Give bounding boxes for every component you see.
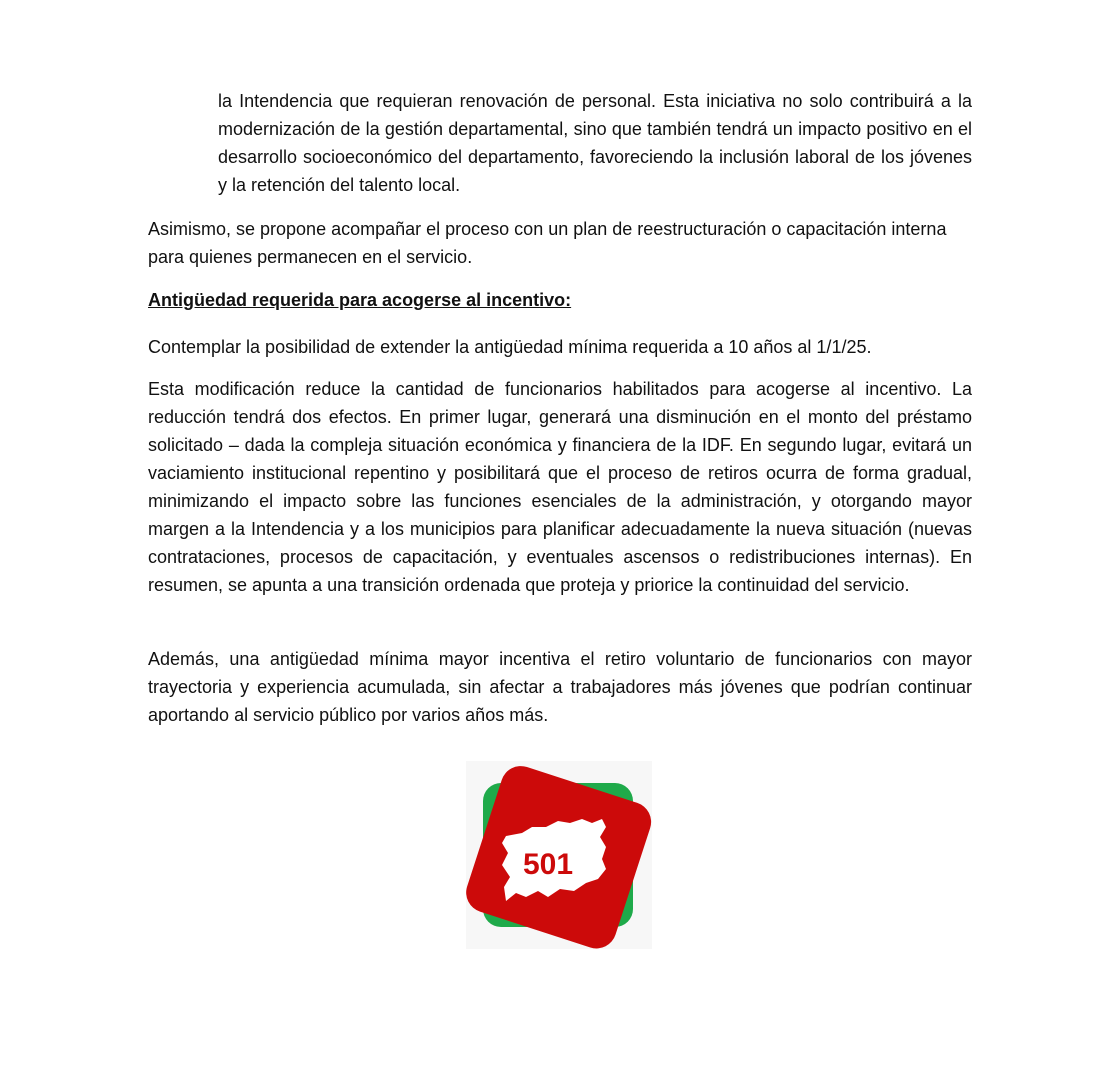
section-heading-antiguedad: Antigüedad requerida para acogerse al incentivo: <box>148 290 572 310</box>
paragraph-reestructuracion: Asimismo, se propone acompañar el proceso con un plan de reestructuración o capacitación interna para quienes permanecen en el servicio. <box>148 219 947 267</box>
paragraph-antiguedad-minima: Contemplar la posibilidad de extender la antigüedad mínima requerida a 10 años al 1/1/25. <box>148 337 872 357</box>
paragraph-modificacion: Esta modificación reduce la cantidad de funcionarios habilitados para acogerse al incentivo. La reducción tendrá dos efectos. En primer lugar, generará una disminución en el monto del préstamo solicitado – dada la compleja situación económica y financiera de la IDF. En segundo lugar, evitará un vaciamiento institucional repentino y posibilitará que el proceso de retiros ocurra de forma gradual, minimizando el impacto sobre las funciones esenciales de la administración, y otorgando mayor margen a la Intendencia y a los municipios para planificar adecuadamente la nueva situación (nuevas contrataciones, procesos de capacitación, y eventuales ascensos o redistribuciones internas). En resumen, se apunta a una transición ordenada que proteja y priorice la continuidad del servicio. <box>148 379 972 595</box>
logo-number: 501 <box>522 848 574 881</box>
paragraph-ademas: Además, una antigüedad mínima mayor incentiva el retiro voluntario de funcionarios con mayor trayectoria y experiencia acumulada, sin afectar a trabajadores más jóvenes que podrían continuar aportando al servicio público por varios años más. <box>148 649 972 725</box>
logo-501 <box>466 761 652 949</box>
logo-501-icon <box>466 761 652 949</box>
paragraph-intendencia: la Intendencia que requieran renovación de personal. Esta iniciativa no solo contribuirá a la modernización de la gestión departamental, sino que también tendrá un impacto positivo en el desarrollo socioeconómico del departamento, favoreciendo la inclusión laboral de los jóvenes y la retención del talento local. <box>218 91 972 195</box>
